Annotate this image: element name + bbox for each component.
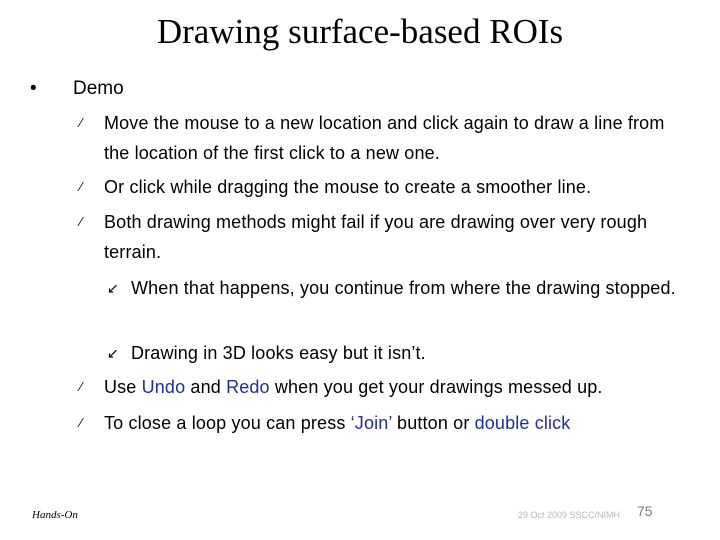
text-fragment: button or	[391, 413, 475, 433]
bullet-dot-icon: •	[30, 78, 37, 99]
list-item-text: Move the mouse to a new location and click again to draw a line from the location of the first click to a new one.	[104, 113, 665, 163]
footer-date-label: 29 Oct 2009 SSCC/NIMH	[518, 510, 621, 520]
level1-text: Demo	[73, 78, 124, 99]
list-item-text	[104, 408, 684, 438]
bullet-slash-icon: ⁄	[80, 214, 83, 229]
join-keyword: ‘Join’	[350, 413, 392, 433]
bullet-slash-icon: ⁄	[80, 379, 83, 394]
undo-keyword: Undo	[141, 377, 186, 397]
page-number: 75	[637, 503, 653, 519]
text-fragment: Use	[104, 377, 142, 397]
redo-keyword: Redo	[226, 377, 270, 397]
list-item-text: Both drawing methods might fail if you are drawing over very rough terrain.	[104, 212, 648, 262]
footer-section-label: Hands-On	[32, 509, 78, 521]
list-item-text: Or click while dragging the mouse to create a smoother line.	[104, 177, 592, 197]
bullet-slash-icon: ⁄	[80, 115, 83, 130]
slide-title: Drawing surface-based ROIs	[156, 12, 564, 51]
sub-list-item-text: When that happens, you continue from where the drawing stopped.	[131, 278, 676, 298]
bullet-arrow-icon: ↙	[107, 280, 119, 296]
bullet-slash-icon: ⁄	[80, 415, 83, 430]
text-fragment: and	[185, 377, 227, 397]
bullet-slash-icon: ⁄	[80, 179, 83, 194]
list-item-text	[104, 372, 684, 402]
text-fragment: To close a loop you can press	[104, 413, 351, 433]
bullet-arrow-icon: ↙	[107, 345, 119, 361]
text-fragment: when you get your drawings messed up.	[269, 377, 603, 397]
sub-list-item-text: Drawing in 3D looks easy but it isn’t.	[131, 343, 426, 363]
double-click-keyword: double click	[474, 413, 571, 433]
